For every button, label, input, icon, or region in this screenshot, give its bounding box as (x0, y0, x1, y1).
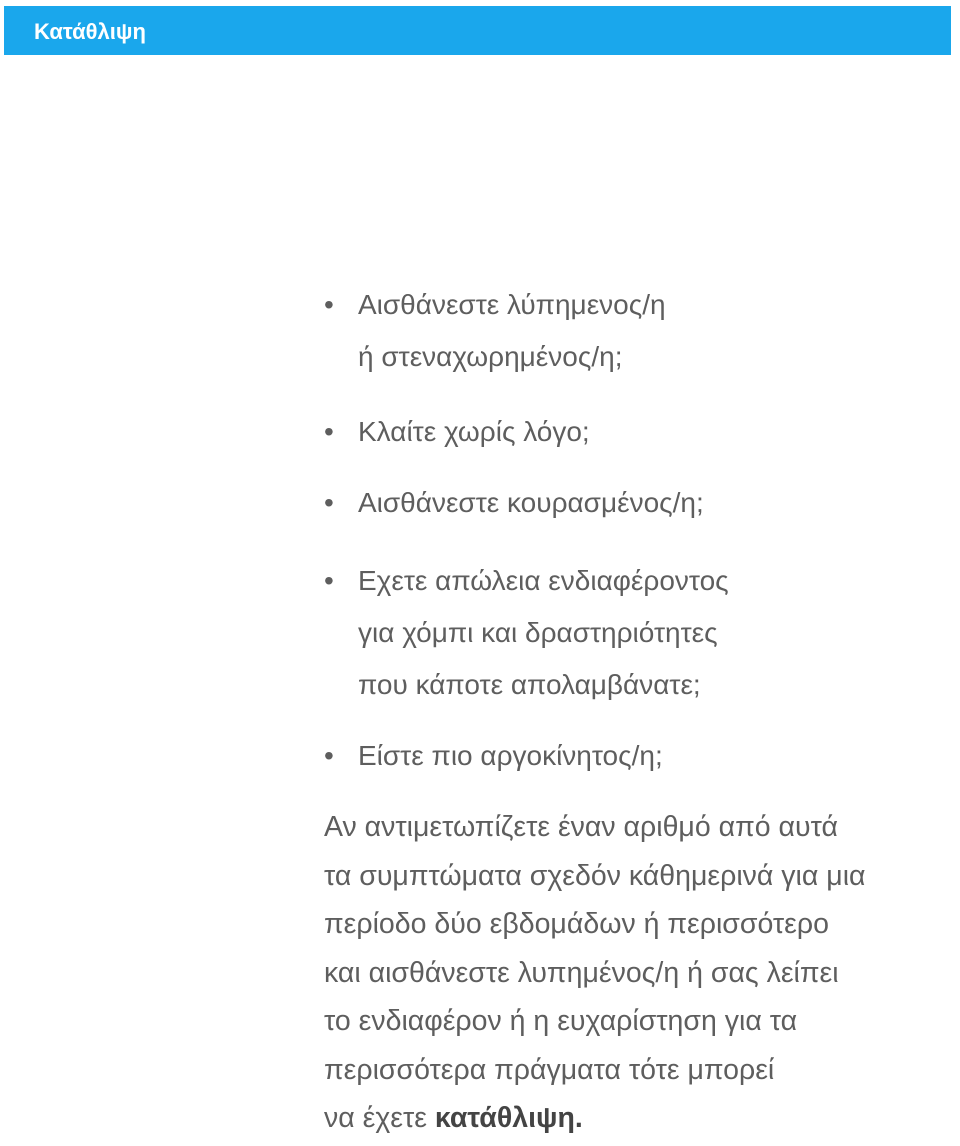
summary-line: και αισθάνεστε λυπημένος/η ή σας λείπει (324, 956, 839, 989)
summary-line: περίοδο δύο εβδομάδων ή περισσότερο (324, 908, 829, 940)
bullet-icon: • (324, 740, 334, 771)
page-title: Κατάθλιψη (34, 19, 146, 44)
bullet-icon: • (324, 565, 334, 596)
list-item-line: για χόμπι και δραστηριότητες (358, 617, 718, 648)
list-item-line: Κλαίτε χωρίς λόγο; (358, 416, 590, 447)
summary-line: το ενδιαφέρον ή η ευχαρίστηση για τα (324, 1005, 798, 1037)
summary-paragraph (324, 803, 956, 1143)
list-item-line: που κάποτε απολαμβάνατε; (358, 669, 701, 700)
list-item-line: Αισθάνεστε κουρασμένος/η; (358, 487, 704, 518)
list-item-line: Είστε πιο αργοκίνητος/η; (358, 740, 663, 771)
summary-line: περισσότερα πράγματα τότε μπορεί (324, 1053, 775, 1086)
bullet-icon: • (324, 487, 334, 518)
depression-emphasis: κατάθλιψη. (434, 1102, 583, 1134)
bullet-icon: • (324, 289, 334, 320)
list-item-line: Εχετε απώλεια ενδιαφέροντος (358, 565, 729, 596)
summary-line: τα συμπτώματα σχεδόν κάθημερινά για μια (324, 859, 866, 892)
summary-last-line (324, 1094, 956, 1143)
summary-line: Αν αντιμετωπίζετε έναν αριθμό από αυτά (324, 811, 838, 843)
header-bar (4, 6, 951, 55)
bullet-icon: • (324, 416, 334, 447)
summary-last-line-prefix: να έχετε (324, 1102, 435, 1134)
list-item-line: ή στεναχωρημένος/η; (358, 341, 623, 372)
list-item-line: Αισθάνεστε λύπημενος/η (358, 289, 666, 320)
